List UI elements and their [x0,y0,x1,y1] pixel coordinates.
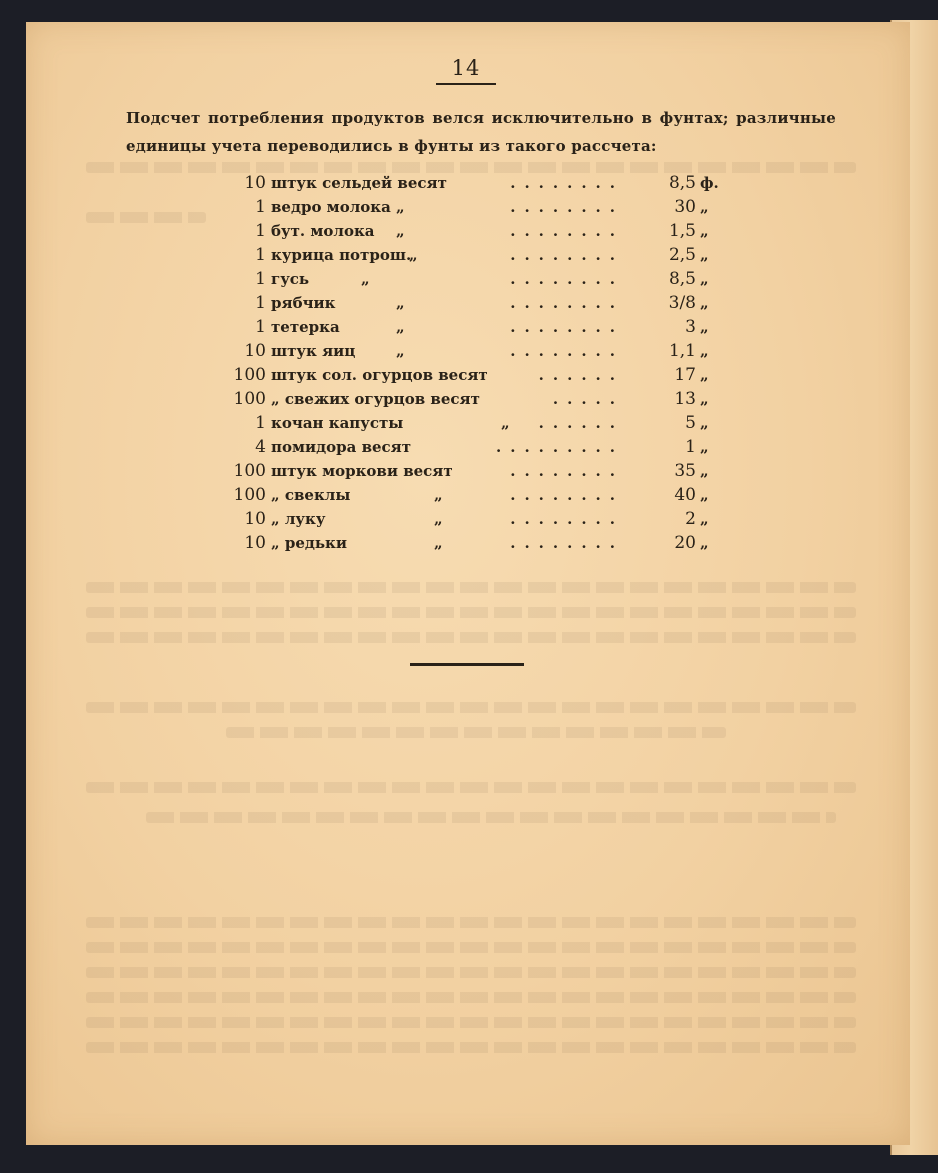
leader-dots: ........ [510,294,624,312]
row-item-name: штук моркови весят [271,462,453,480]
row-quantity: 100 [233,389,266,409]
row-value: 17 [674,365,696,385]
row-value: 2,5 [668,245,696,265]
row-item-name: ведро молока [271,198,391,216]
row-item-name: кочан капусты [271,414,404,432]
show-through-line [86,1042,856,1053]
show-through-line [86,607,856,618]
show-through-line [86,917,856,928]
ditto-mark: „ [361,270,370,288]
leader-dots: ........ [510,534,624,552]
row-item-name: штук яиц [271,342,356,360]
conversion-table [216,171,736,555]
row-unit: „ [700,534,709,552]
table-row [216,459,736,483]
row-quantity: 1 [255,197,266,217]
ditto-mark: „ [396,222,405,240]
table-row [216,243,736,267]
table-row [216,219,736,243]
row-quantity: 1 [255,413,266,433]
row-item-name: штук сол. огурцов весят [271,366,488,384]
row-unit: „ [700,414,709,432]
row-quantity: 1 [255,317,266,337]
row-quantity: 4 [255,437,266,457]
row-quantity: 1 [255,269,266,289]
row-quantity: 100 [233,485,266,505]
row-value: 20 [674,533,696,553]
show-through-line [226,727,726,738]
row-unit: „ [700,342,709,360]
ditto-mark: „ [396,318,405,336]
row-quantity: 10 [244,509,266,529]
row-value: 8,5 [668,173,696,193]
page-number-text: 14 [436,56,497,85]
row-unit: „ [700,294,709,312]
table-row [216,507,736,531]
show-through-line [86,632,856,643]
table-row [216,435,736,459]
row-unit: „ [700,366,709,384]
row-unit: „ [700,270,709,288]
ditto-mark: „ [409,246,418,264]
row-item-name: „ свеклы [271,486,351,504]
show-through-line [86,212,206,223]
row-item-name: гусь [271,270,310,288]
table-row [216,195,736,219]
ditto-mark: „ [396,294,405,312]
show-through-line [86,967,856,978]
row-quantity: 100 [233,461,266,481]
row-item-name: бут. молока [271,222,375,240]
table-row [216,387,736,411]
leader-dots: ........ [510,510,624,528]
row-item-name: помидора весят [271,438,412,456]
show-through-line [86,582,856,593]
show-through-line [86,1017,856,1028]
table-row [216,411,736,435]
row-quantity: 1 [255,245,266,265]
table-row [216,339,736,363]
row-value: 5 [685,413,696,433]
table-row [216,531,736,555]
leader-dots: ........ [510,270,624,288]
show-through-line [146,812,836,823]
row-unit: „ [700,462,709,480]
row-unit: ф. [700,174,719,192]
page-number [26,56,906,85]
ditto-mark: „ [396,198,405,216]
row-item-name: курица потрош. [271,246,412,264]
show-through-line [86,992,856,1003]
table-row [216,483,736,507]
leader-dots: ..... [552,390,624,408]
leader-dots: ........ [510,198,624,216]
leader-dots: ........ [510,342,624,360]
row-value: 40 [674,485,696,505]
row-value: 3 [685,317,696,337]
row-item-name: „ свежих огурцов весят [271,390,480,408]
ditto-mark: „ [434,510,443,528]
row-value: 35 [674,461,696,481]
row-unit: „ [700,390,709,408]
row-item-name: штук сельдей весят [271,174,447,192]
row-value: 30 [674,197,696,217]
row-item-name: „ луку [271,510,326,528]
row-unit: „ [700,222,709,240]
row-unit: „ [700,438,709,456]
table-row [216,363,736,387]
row-value: 1,1 [668,341,696,361]
row-unit: „ [700,486,709,504]
row-item-name: рябчик [271,294,336,312]
row-item-name: „ редьки [271,534,348,552]
row-quantity: 1 [255,221,266,241]
show-through-line [86,702,856,713]
table-row [216,315,736,339]
section-divider [410,663,524,666]
document-page [26,22,910,1145]
table-row [216,267,736,291]
ditto-mark: „ [501,414,510,432]
leader-dots: ........ [510,174,624,192]
row-value: 3/8 [668,293,696,313]
row-value: 1,5 [668,221,696,241]
leader-dots: ...... [538,366,624,384]
leader-dots: ...... [538,414,624,432]
row-value: 13 [674,389,696,409]
row-item-name: тетерка [271,318,340,336]
ditto-mark: „ [434,486,443,504]
row-quantity: 100 [233,365,266,385]
leader-dots: ........ [510,222,624,240]
row-unit: „ [700,318,709,336]
ditto-mark: „ [396,342,405,360]
row-value: 8,5 [668,269,696,289]
row-unit: „ [700,510,709,528]
leader-dots: ........ [510,486,624,504]
row-quantity: 10 [244,173,266,193]
row-value: 2 [685,509,696,529]
show-through-line [86,942,856,953]
row-quantity: 10 [244,533,266,553]
row-quantity: 1 [255,293,266,313]
show-through-line [86,782,856,793]
ditto-mark: „ [434,534,443,552]
table-row [216,291,736,315]
row-unit: „ [700,198,709,216]
row-quantity: 10 [244,341,266,361]
row-unit: „ [700,246,709,264]
leader-dots: ........ [510,318,624,336]
leader-dots: ........ [510,246,624,264]
table-row [216,171,736,195]
intro-paragraph: Подсчет потребления продуктов велся исключительно в фунтах; различные единицы учета переводились в фунты из такого рассчета: [126,109,836,155]
leader-dots: ........ [510,462,624,480]
row-value: 1 [685,437,696,457]
leader-dots: ......... [496,438,624,456]
